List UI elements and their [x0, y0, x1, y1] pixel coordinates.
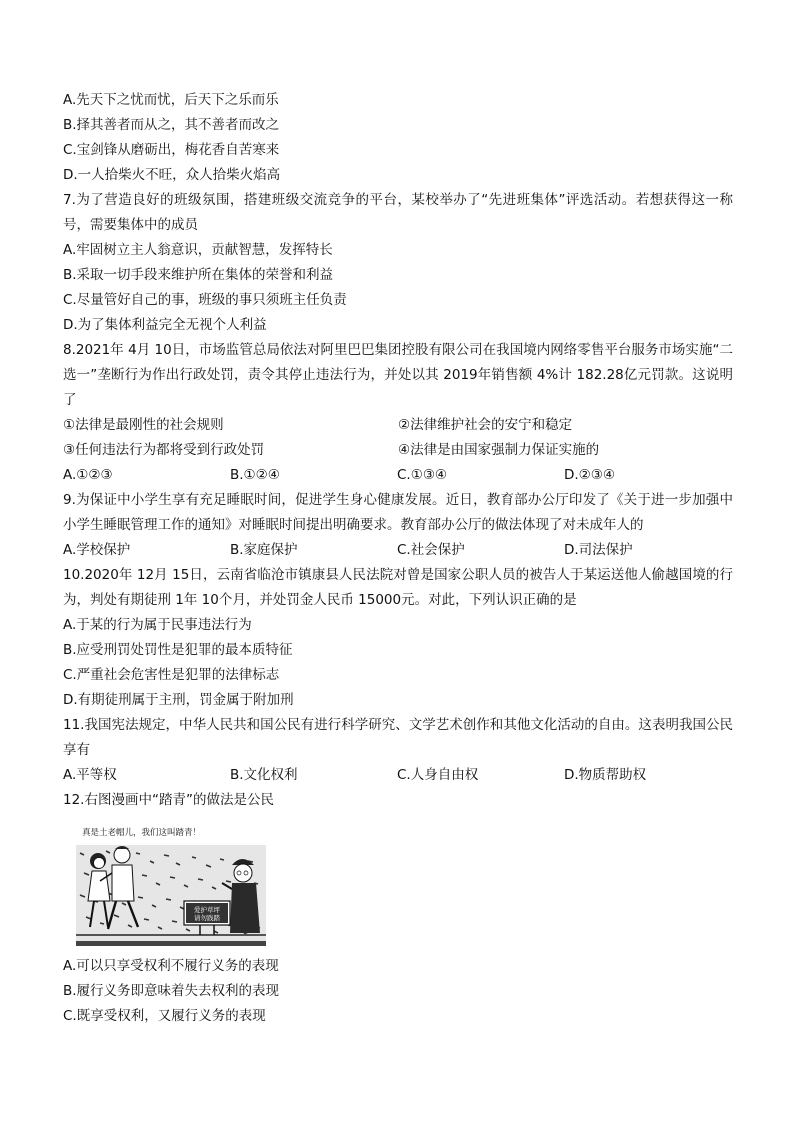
q10-option-d: D.有期徒刑属于主刑，罚金属于附加刑: [63, 692, 294, 708]
q6-option-b: B.择其善者而从之，其不善者而改之: [63, 117, 280, 133]
q8-option-a: A.①②③: [63, 467, 113, 483]
q9-option-a: A.学校保护: [63, 542, 131, 558]
comic-illustration: [76, 823, 266, 948]
sign-text-line-2: 请勿践踏: [194, 914, 220, 922]
q11-options: [63, 763, 733, 788]
question-12: [63, 788, 733, 1029]
q10-option-b: B.应受刑罚处罚性是犯罪的最本质特征: [63, 642, 293, 658]
comic-bottom-border: [76, 941, 266, 946]
q7-option-d: D.为了集体利益完全无视个人利益: [63, 317, 267, 333]
q9-option-c: C.社会保护: [397, 542, 465, 558]
comic-caption: 真是土老帽儿，我们这叫踏青！: [82, 828, 202, 838]
q7-option-c: C.尽量管好自己的事，班级的事只须班主任负责: [63, 292, 347, 308]
question-11: [63, 713, 733, 788]
q8-options: [63, 463, 733, 488]
q10-option-a: A.于某的行为属于民事违法行为: [63, 617, 252, 633]
q6-option-a: A.先天下之忧而忧，后天下之乐而乐: [63, 92, 279, 108]
question-9: [63, 488, 733, 563]
q12-option-b: B.履行义务即意味着失去权利的表现: [63, 983, 280, 999]
q8-statements-row-1: [63, 413, 733, 438]
q8-option-c: C.①③④: [397, 467, 448, 483]
q8-statement-2: ②法律维护社会的安宁和稳定: [398, 417, 573, 433]
question-8: [63, 338, 733, 488]
q8-statement-1: ①法律是最刚性的社会规则: [63, 417, 224, 433]
q8-statements-row-2: [63, 438, 733, 463]
q9-stem: 9.为保证中小学生享有充足睡眠时间，促进学生身心健康发展。近日，教育部办公厅印发了《关于进一步加强中小学生睡眠管理工作的通知》对睡眠时间提出明确要求。教育部办公厅的做法体现了对未成年人的: [63, 492, 733, 533]
q12-option-c: C.既享受权利，又履行义务的表现: [63, 1008, 266, 1024]
q8-statement-4: ④法律是由国家强制力保证实施的: [398, 442, 600, 458]
question-7: [63, 188, 733, 338]
q11-option-d: D.物质帮助权: [564, 767, 647, 783]
q9-option-d: D.司法保护: [564, 542, 633, 558]
q9-option-b: B.家庭保护: [230, 542, 298, 558]
q11-option-c: C.人身自由权: [397, 767, 479, 783]
question-10: [63, 563, 733, 713]
q8-stem: 8.2021年 4月 10日，市场监管总局依法对阿里巴巴集团控股有限公司在我国境内网络零售平台服务市场实施“二选一”垄断行为作出行政处罚，责令其停止违法行为，并处以其 2019年销售额 4%计 182.28亿元罚款。这说明了: [63, 342, 733, 408]
q8-statement-3: ③任何违法行为都将受到行政处罚: [63, 442, 265, 458]
q7-option-a: A.牢固树立主人翁意识，贡献智慧，发挥特长: [63, 242, 333, 258]
q8-option-b: B.①②④: [230, 467, 280, 483]
q6-option-d: D.一人拾柴火不旺，众人拾柴火焰高: [63, 167, 281, 183]
q11-option-b: B.文化权利: [230, 767, 298, 783]
q10-stem: 10.2020年 12月 15日，云南省临沧市镇康县人民法院对曾是国家公职人员的被告人于某运送他人偷越国境的行为，判处有期徒刑 1年 10个月，并处罚金人民币 15000元。对此，下列认识正确的是: [63, 567, 733, 608]
q12-option-a: A.可以只享受权利不履行义务的表现: [63, 958, 279, 974]
q8-option-d: D.②③④: [564, 467, 615, 483]
q6-options: [63, 88, 733, 188]
q10-option-c: C.严重社会危害性是犯罪的法律标志: [63, 667, 280, 683]
q12-stem: 12.右图漫画中“踏青”的做法是公民: [63, 792, 274, 808]
sign-text-line-1: 爱护草坪: [194, 906, 220, 914]
q7-stem: 7.为了营造良好的班级氛围，搭建班级交流竞争的平台，某校举办了“先进班集体”评选活动。若想获得这一称号，需要集体中的成员: [63, 192, 733, 233]
q9-options: [63, 538, 733, 563]
q7-option-b: B.采取一切手段来维护所在集体的荣誉和利益: [63, 267, 334, 283]
q11-stem: 11.我国宪法规定，中华人民共和国公民有进行科学研究、文学艺术创作和其他文化活动的自由。这表明我国公民享有: [63, 717, 733, 758]
exam-page: [63, 88, 733, 1029]
comic-drawing: [76, 823, 266, 948]
q11-option-a: A.平等权: [63, 767, 117, 783]
q6-option-c: C.宝剑锋从磨砺出，梅花香自苦寒来: [63, 142, 280, 158]
